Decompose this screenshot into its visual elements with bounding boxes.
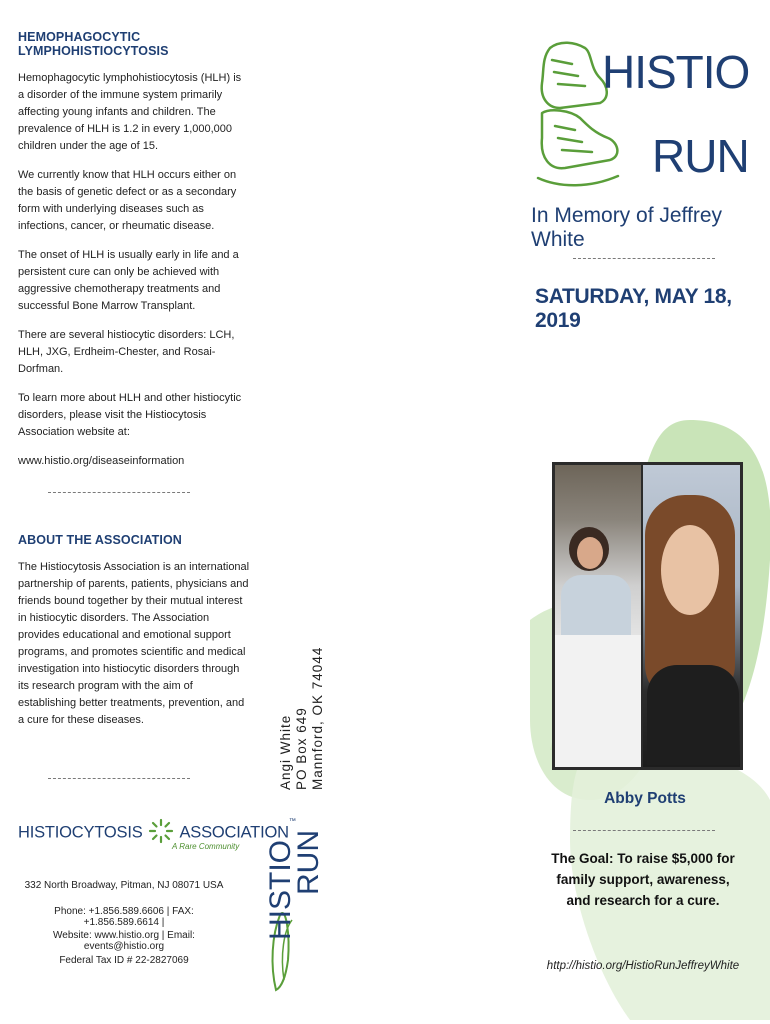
small-histio-run-logo bbox=[264, 795, 328, 995]
sunburst-icon bbox=[148, 818, 174, 849]
association-name-left: HISTIOCYTOSIS bbox=[18, 823, 143, 842]
hlh-paragraph-1: Hemophagocytic lymphohistiocytosis (HLH) is a disorder of the immune system primarily affecting young infants and children. The prevalence of HLH is 1.2 in every 1,000,000 children under the age of 15. bbox=[18, 72, 242, 152]
hlh-paragraph-5: To learn more about HLH and other histiocytic disorders, please visit the Histiocytosis Association website at: bbox=[18, 392, 242, 438]
divider-1 bbox=[48, 492, 190, 493]
mailing-city: Mannford, OK 74044 bbox=[310, 646, 325, 790]
association-phone: Phone: +1.856.589.6606 | FAX: +1.856.589.6614 | bbox=[54, 906, 194, 928]
hlh-heading: HEMOPHAGOCYTIC LYMPHOHISTIOCYTOSIS bbox=[18, 30, 169, 58]
hlh-paragraph-3: The onset of HLH is usually early in life and a persistent cure can only be achieved with aggressive chemotherapy treatments and successful Bone Marrow Transplant. bbox=[18, 249, 239, 312]
hlh-paragraph-2: We currently know that HLH occurs either on the basis of genetic defect or as a secondary form with underlying diseases such as infections, cancer, or rheumatic disease. bbox=[18, 169, 237, 232]
about-section bbox=[18, 533, 250, 738]
divider-3 bbox=[573, 258, 715, 259]
event-memory: In Memory of Jeffrey White bbox=[531, 204, 723, 251]
small-logo-histio: HISTIO bbox=[264, 839, 297, 940]
about-body: The Histiocytosis Association is an international partnership of parents, patients, physicians and friends bound together by their mutual interest in histiocytic disorders. The Association provides educational and emotional support programs, and promotes scientific and medical investigation into histiocytic disorders through its research program with the aim of establishing better treatments, prevention, and a cure for these diseases. bbox=[18, 561, 250, 726]
divider-4 bbox=[573, 830, 715, 831]
event-title-histio: HISTIO bbox=[602, 46, 750, 98]
small-logo-run: RUN bbox=[292, 830, 325, 895]
mailing-address bbox=[278, 590, 338, 790]
association-logo bbox=[18, 818, 296, 849]
mailing-box: PO Box 649 bbox=[294, 707, 309, 790]
about-heading: ABOUT THE ASSOCIATION bbox=[18, 533, 182, 547]
trademark: ™ bbox=[288, 818, 296, 825]
hlh-paragraph-4: There are several histiocytic disorders: LCH, HLH, JXG, Erdheim-Chester, and Rosai-Dorfman. bbox=[18, 329, 235, 375]
association-name-right: ASSOCIATION bbox=[179, 823, 289, 842]
event-goal: The Goal: To raise $5,000 for family support, awareness, and research for a cure. bbox=[551, 851, 735, 908]
association-address: 332 North Broadway, Pitman, NJ 08071 USA bbox=[24, 880, 224, 891]
hlh-section bbox=[18, 30, 250, 479]
selfie-photo bbox=[643, 465, 740, 767]
honoree-name: Abby Potts bbox=[604, 790, 686, 807]
mailing-name: Angi White bbox=[278, 714, 293, 790]
divider-2 bbox=[48, 778, 190, 779]
event-title bbox=[602, 46, 750, 182]
hlh-link[interactable]: www.histio.org/diseaseinformation bbox=[18, 455, 185, 467]
hospital-photo bbox=[555, 465, 641, 767]
association-tax-id: Federal Tax ID # 22-2827069 bbox=[59, 955, 189, 966]
event-title-run: RUN bbox=[652, 130, 749, 182]
honoree-photo bbox=[552, 462, 743, 770]
event-link[interactable]: http://histio.org/HistioRunJeffreyWhite bbox=[546, 960, 740, 972]
association-web[interactable]: Website: www.histio.org | Email: events@histio.org bbox=[53, 930, 195, 952]
association-tagline: A Rare Community bbox=[172, 842, 240, 851]
event-date: SATURDAY, MAY 18, 2019 bbox=[535, 285, 732, 332]
